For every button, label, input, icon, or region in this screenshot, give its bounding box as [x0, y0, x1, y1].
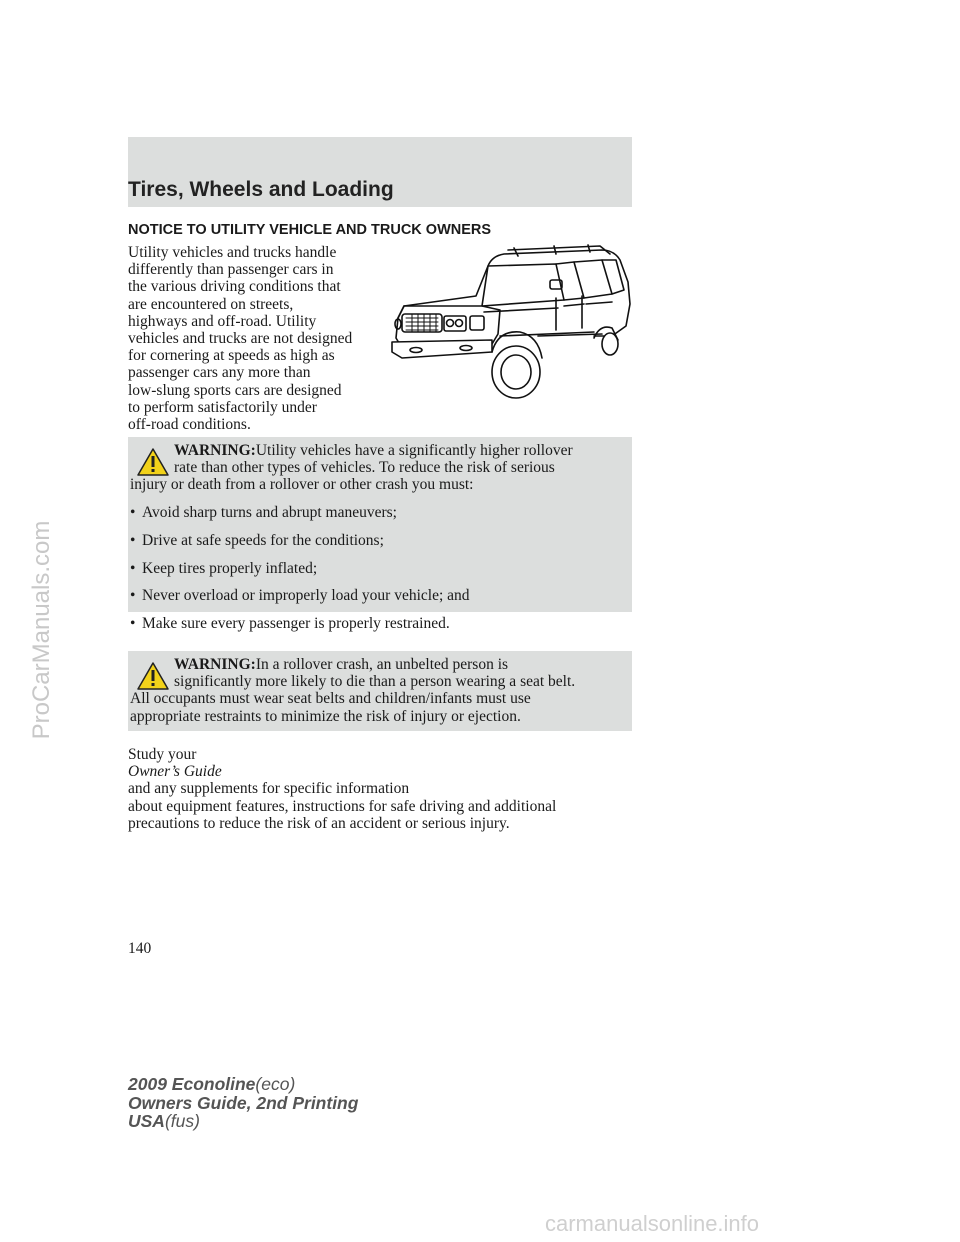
footer-region-code: (fus): [164, 1111, 200, 1131]
owners-guide-title: Owner’s Guide: [128, 763, 222, 781]
section-title: Tires, Wheels and Loading: [128, 178, 394, 201]
side-watermark: ProCarManuals.com: [28, 520, 55, 740]
warning-text: rate than other types of vehicles. To reduce the risk of serious: [174, 459, 555, 477]
document-footer: [128, 1075, 358, 1131]
warning-label: WARNING:: [174, 656, 256, 673]
warning-triangle-icon: [136, 447, 170, 477]
list-item: • Keep tires properly inflated;: [130, 559, 318, 577]
footer-region: USA: [128, 1111, 165, 1131]
intro-paragraph: [128, 244, 386, 433]
notice-heading: NOTICE TO UTILITY VEHICLE AND TRUCK OWNERS: [128, 222, 492, 238]
warning-text: significantly more likely to die than a person wearing a seat belt.: [174, 673, 576, 691]
bottom-watermark: carmanualsonline.info: [545, 1211, 760, 1236]
warning-text: injury or death from a rollover or other crash you must:: [130, 476, 474, 494]
intro-line: the various driving conditions that: [128, 278, 341, 296]
intro-line: for cornering at speeds as high as: [128, 347, 335, 365]
intro-line: differently than passenger cars in: [128, 261, 334, 279]
intro-line: passenger cars any more than: [128, 364, 311, 382]
warning-text: All occupants must wear seat belts and children/infants must use: [130, 690, 531, 708]
study-line: precautions to reduce the risk of an accident or serious injury.: [128, 814, 510, 832]
seatbelt-warning-box: [128, 651, 632, 731]
list-item: • Never overload or improperly load your vehicle; and: [130, 587, 470, 605]
study-line: about equipment features, instructions for safe driving and additional: [128, 797, 557, 815]
list-item: • Drive at safe speeds for the conditions;: [130, 531, 384, 549]
warning-text: appropriate restraints to minimize the risk of injury or ejection.: [130, 707, 521, 725]
intro-line: vehicles and trucks are not designed: [128, 330, 353, 348]
study-paragraph: Study your Owner’s Guide and any supplements for specific information about equipment features, instructions for safe driving and additional precautions to reduce the risk of an accident or serious injury.: [128, 746, 638, 832]
warning-triangle-icon: [136, 661, 170, 691]
intro-line: are encountered on streets,: [128, 295, 294, 313]
warning-text: Utility vehicles have a significantly higher rollover: [255, 442, 573, 459]
intro-line: low-slung sports cars are designed: [128, 381, 342, 399]
intro-line: to perform satisfactorily under: [128, 398, 317, 416]
intro-line: off-road conditions.: [128, 416, 251, 434]
page-number: 140: [128, 940, 152, 957]
footer-model-code: (eco): [255, 1074, 296, 1094]
suv-illustration: [388, 240, 633, 400]
warning-text: In a rollover crash, an unbelted person is: [255, 656, 509, 673]
list-item: • Avoid sharp turns and abrupt maneuvers;: [130, 504, 397, 522]
intro-line: Utility vehicles and trucks handle: [128, 244, 337, 261]
intro-line: highways and off-road. Utility: [128, 312, 317, 330]
rollover-warning-box: [128, 437, 632, 632]
list-item: • Make sure every passenger is properly restrained.: [130, 614, 450, 632]
footer-model: 2009 Econoline: [128, 1074, 256, 1094]
footer-guide: Owners Guide, 2nd Printing: [128, 1092, 359, 1113]
safety-bullet-list: [130, 504, 622, 632]
warning-label: WARNING:: [174, 442, 256, 459]
